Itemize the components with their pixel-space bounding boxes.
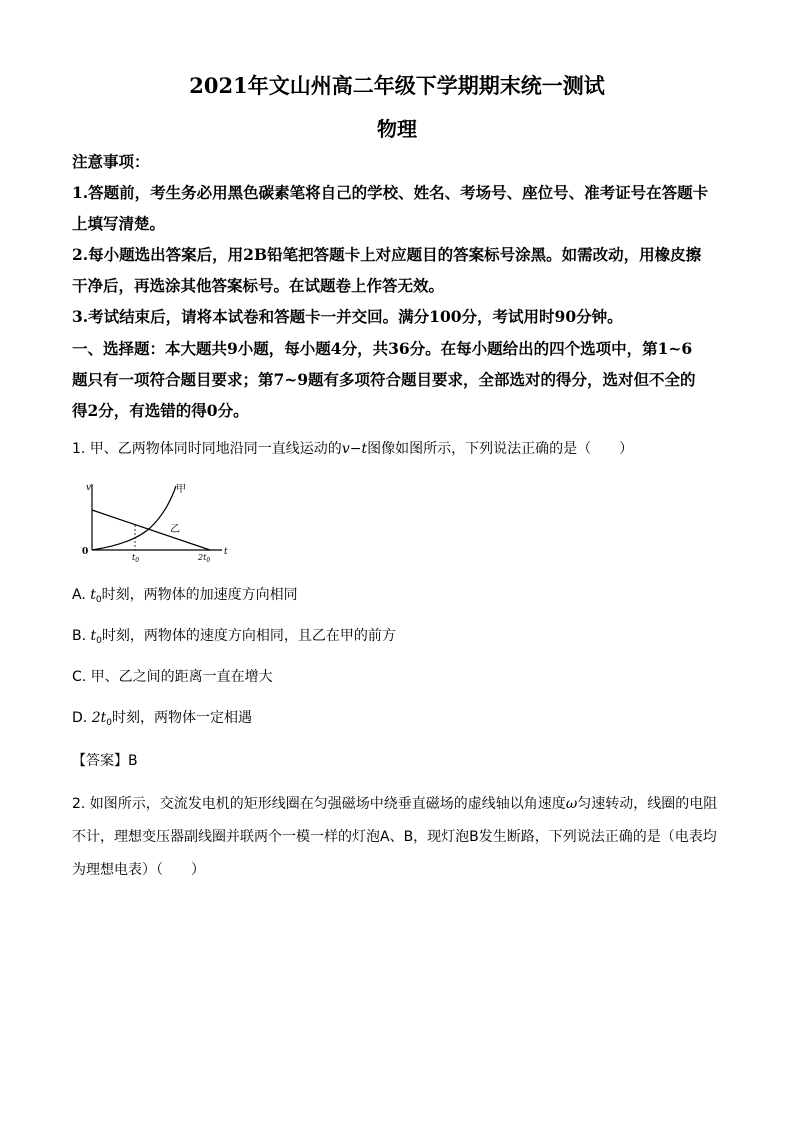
answer-value: B [128,753,138,769]
exam-title: 2021年文山州高二年级下学期期末统一测试 [189,73,605,98]
notice-line: 上填写清楚。 [72,214,166,233]
question-2-line: 2. 如图所示，交流发电机的矩形线圈在匀强磁场中绕垂直磁场的虚线轴以角速度ω匀速转动，线圈的电阻 [72,796,718,812]
subject-title: 物理 [377,117,417,141]
jia-curve [92,486,176,550]
notice-line: 1.答题前，考生务必用黑色碳素笔将自己的学校、姓名、考场号、座位号、准考证号在答题卡 [72,183,709,202]
answer-line [72,750,732,770]
v-axis-label: v [86,483,92,493]
question-2-line: 不计，理想变压器副线圈并联两个一模一样的灯泡A、B，现灯泡B发生断路，下列说法正确的是（电表均 [72,829,717,845]
option-b: B. $t_0$时刻，两物体的速度方向相同，且乙在甲的前方 [72,628,396,646]
vt-graph [72,478,232,562]
t-axis-label: t [224,547,228,557]
section-line: 一、选择题：本大题共9小题，每小题4分，共36分。在每小题给出的四个选项中，第1~6 [72,339,693,358]
yi-line [92,510,210,550]
section-line: 得2分，有选错的得0分。 [72,401,249,420]
vt-math: v−t [341,441,368,457]
notice-line: 干净后，再选涂其他答案标号。在试题卷上作答无效。 [72,276,445,295]
omega-math: ω [565,796,578,812]
option-a: A. $t_0$时刻，两物体的加速度方向相同 [72,587,298,605]
option-d: D. $2t_0$时刻，两物体一定相遇 [72,710,252,728]
origin-label: 0 [82,547,89,557]
question-2-line: 为理想电表）（ ） [72,862,205,878]
t0-label: $t_0$ [132,553,140,562]
option-c: C. 甲、乙之间的距离一直在增大 [72,669,273,685]
section-line: 题只有一项符合题目要求；第7~9题有多项符合题目要求，全部选对的得分，选对但不全的 [72,370,696,389]
2t0-label: $2t_0$ [198,553,211,562]
jia-label: 甲 [176,484,186,495]
answer-tag: 【答案】 [72,753,128,769]
notice-line: 3.考试结束后，请将本试卷和答题卡一并交回。满分100分，考试用时90分钟。 [72,307,623,326]
notice-heading: 注意事项： [72,152,150,171]
notice-line: 2.每小题选出答案后，用2B铅笔把答题卡上对应题目的答案标号涂黑。如需改动，用橡皮擦 [72,245,702,264]
question-1-stem: 1. 甲、乙两物体同时同地沿同一直线运动的v−t图像如图所示，下列说法正确的是（ ） [72,441,634,457]
yi-label: 乙 [170,524,180,535]
